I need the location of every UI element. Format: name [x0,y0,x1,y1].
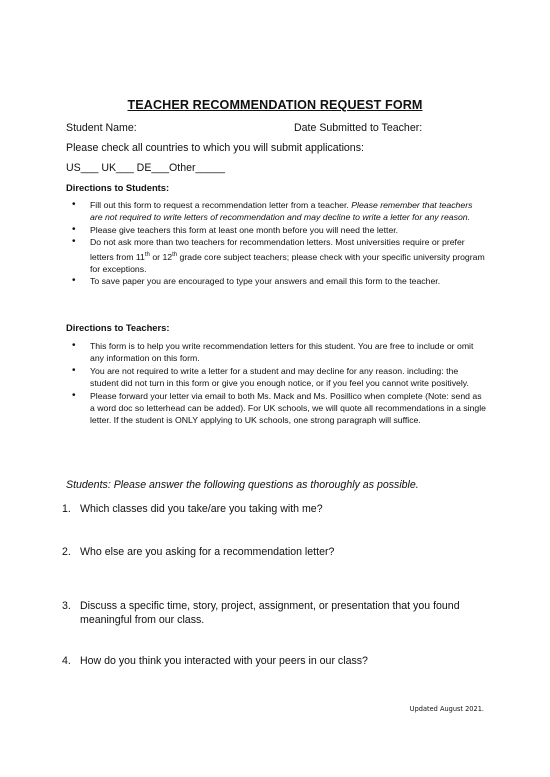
question-text: Who else are you asking for a recommendation letter? [80,546,335,558]
directions-note: Please remember that teachers are not required to write letters of recommendation and may decline to write a letter for any reason. [90,200,473,223]
students-directions-list [66,199,486,288]
teachers-directions-heading: Directions to Teachers: [66,322,170,333]
directions-text: Fill out this form to request a recommendation letter from a teacher. [90,200,352,210]
question-number: 4. [62,655,71,667]
list-item [66,199,486,224]
list-item: • Please give teachers this form at least one month before you will need the letter. [66,224,486,236]
list-item: • You are not required to write a letter for a student and may decline for any reason. including: the student did not turn in this form or give you enough notice, or if you feel you cannot write positively. [66,365,486,390]
ordinal-suffix: th [172,251,178,258]
date-submitted-label: Date Submitted to Teacher: [294,122,423,134]
question-item [62,545,500,559]
questions-intro: Students: Please answer the following questions as thoroughly as possible. [66,479,419,491]
question-text: Discuss a specific time, story, project, assignment, or presentation that you found meaningful from our class. [80,600,460,627]
list-item: • Please forward your letter via email to both Ms. Mack and Ms. Posillico when complete (Note: send as a word doc so letterhead can be added). For UK schools, we will quote all recommendations in a single letter. If the student is ONLY applying to UK schools, one strong paragraph will suffice. [66,390,486,427]
question-number: 1. [62,503,71,515]
student-name-label: Student Name: [66,122,137,134]
list-item [66,236,486,275]
ordinal-suffix: th [144,251,150,258]
question-number: 3. [62,600,71,612]
list-item: • To save paper you are encouraged to type your answers and email this form to the teacher. [66,275,486,287]
question-item [62,599,500,628]
question-number: 2. [62,546,71,558]
students-directions-heading: Directions to Students: [66,182,170,193]
updated-date: Updated August 2021. [409,705,484,713]
question-text: How do you think you interacted with your peers in our class? [80,655,368,667]
countries-prompt: Please check all countries to which you will submit applications: [66,142,364,154]
directions-text: grade core subject teachers; please check with your specific university program for exceptions. [90,251,485,274]
question-item [62,502,500,516]
question-item [62,654,500,668]
countries-checkline: US___ UK___ DE___Other_____ [66,162,226,174]
directions-text: Do not ask more than two teachers for recommendation letters. Most universities require or prefer letters from 11 [90,237,465,262]
teachers-directions-list [66,340,486,427]
directions-text: or 12 [149,251,173,262]
question-text: Which classes did you take/are you taking with me? [80,503,323,515]
form-title: TEACHER RECOMMENDATION REQUEST FORM [127,98,423,112]
list-item: • This form is to help you write recommendation letters for this student. You are free to include or omit any information on this form. [66,340,486,365]
